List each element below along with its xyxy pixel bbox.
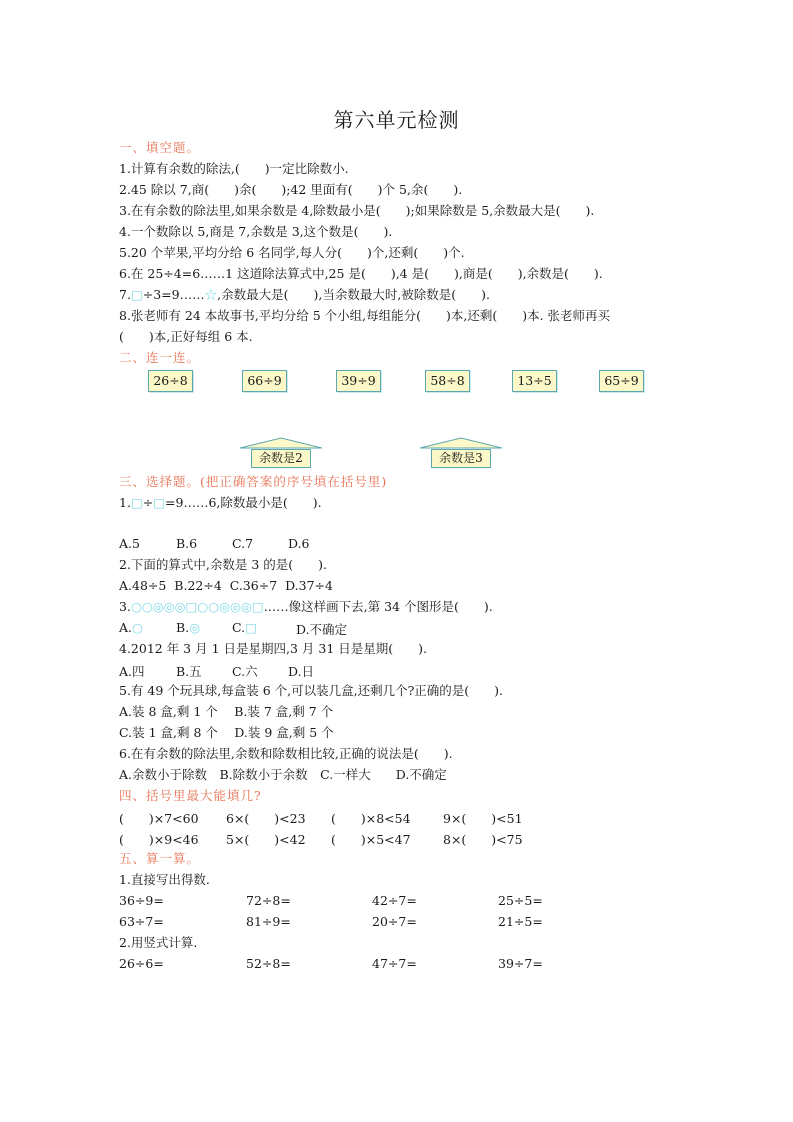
part-1-label: 1.直接写出得数. (119, 872, 210, 887)
part-2-label: 2.用竖式计算. (119, 935, 198, 950)
section-heading-max-fill: 四、括号里最大能填几? (119, 788, 262, 803)
option-label: A. (119, 620, 133, 635)
option-c: C.7 (232, 536, 254, 551)
calc-item: 25÷5= (498, 893, 543, 908)
inequality: 9×( )<51 (443, 811, 523, 826)
expression-box[interactable]: 39÷9 (336, 370, 381, 392)
blank-box-icon: □ (130, 495, 143, 510)
expression-box[interactable]: 66÷9 (242, 370, 287, 392)
expression-box[interactable]: 26÷8 (148, 370, 193, 392)
inequality: ( )×7<60 (119, 811, 199, 826)
expression-box[interactable]: 58÷8 (425, 370, 470, 392)
question-3-5-options-1: A.装 8 盒,剩 1 个 B.装 7 盒,剩 7 个 (119, 704, 334, 719)
circle-icon: ○ (132, 620, 143, 635)
calc-item: 63÷7= (119, 914, 164, 929)
blank-box-icon: □ (130, 287, 143, 302)
option-b: B.6 (176, 536, 198, 551)
question-1-8: 8.张老师有 24 本故事书,平均分给 5 个小组,每组能分( )本,还剩( )本. 张老师再买 (119, 308, 611, 323)
option-d: D.不确定 (296, 622, 348, 637)
inequality: 5×( )<42 (226, 832, 306, 847)
question-1-5: 5.20 个苹果,平均分给 6 名同学,每人分( )个,还剩( )个. (119, 245, 465, 260)
inequality: ( )×8<54 (331, 811, 411, 826)
calc-item: 72÷8= (246, 893, 291, 908)
target-label: 余数是3 (431, 449, 491, 468)
question-3-3 (119, 599, 493, 615)
roof-shape-icon (420, 437, 502, 449)
question-3-2: 2.下面的算式中,余数是 3 的是( ). (119, 557, 328, 572)
section-heading-fill-blank: 一、填空题。 (119, 140, 201, 155)
inequality: ( )×5<47 (331, 832, 411, 847)
calc-item: 36÷9= (119, 893, 164, 908)
question-number: 1. (119, 495, 131, 510)
square-icon: □ (245, 620, 257, 635)
option-a: A.5 (119, 536, 140, 551)
question-1-7 (119, 287, 490, 303)
option-d: D.日 (288, 664, 315, 679)
expression-box[interactable]: 13÷5 (512, 370, 557, 392)
question-text: ,余数最大是( ),当余数最大时,被除数是( ). (217, 287, 491, 302)
question-1-8-cont: ( )本,正好每组 6 本. (119, 329, 253, 344)
option-label: C. (232, 620, 246, 635)
option-label: B. (176, 620, 190, 635)
option-c (232, 620, 257, 635)
remainder-target-2[interactable] (240, 437, 322, 467)
inequality: 8×( )<75 (443, 832, 523, 847)
question-text: =9……6,除数最小是( ). (165, 495, 322, 510)
divide-sign: ÷ (142, 495, 154, 510)
calc-item: 47÷7= (372, 956, 417, 971)
target-label: 余数是2 (251, 449, 311, 468)
section-heading-choice: 三、选择题。(把正确答案的序号填在括号里) (119, 474, 388, 489)
calc-item: 21÷5= (498, 914, 543, 929)
question-3-2-options: A.48÷5 B.22÷4 C.36÷7 D.37÷4 (119, 578, 333, 593)
section-heading-calculate: 五、算一算。 (119, 851, 201, 866)
inequality: ( )×9<46 (119, 832, 199, 847)
inequality: 6×( )<23 (226, 811, 306, 826)
expression-box[interactable]: 65÷9 (599, 370, 644, 392)
calc-item: 81÷9= (246, 914, 291, 929)
question-1-4: 4.一个数除以 5,商是 7,余数是 3,这个数是( ). (119, 224, 393, 239)
question-text: ……像这样画下去,第 34 个图形是( ). (263, 599, 493, 614)
question-number: 7. (119, 287, 131, 302)
roof-shape-icon (240, 437, 322, 449)
blank-box-icon: □ (153, 495, 166, 510)
remainder-target-3[interactable] (420, 437, 502, 467)
calc-item: 26÷6= (119, 956, 164, 971)
option-a (119, 620, 143, 635)
question-number: 3. (119, 599, 131, 614)
option-c: C.六 (232, 664, 258, 679)
section-heading-connect: 二、连一连。 (119, 350, 201, 365)
question-3-5: 5.有 49 个玩具球,每盒装 6 个,可以装几盒,还剩几个?正确的是( ). (119, 683, 504, 698)
option-b: B.五 (176, 664, 202, 679)
question-1-3: 3.在有余数的除法里,如果余数是 4,除数最小是( );如果除数是 5,余数最大是( ). (119, 203, 595, 218)
question-3-6: 6.在有余数的除法里,余数和除数相比较,正确的说法是( ). (119, 746, 453, 761)
double-circle-icon: ◎ (189, 620, 201, 635)
question-3-1 (119, 495, 322, 511)
question-1-2: 2.45 除以 7,商( )余( );42 里面有( )个 5,余( ). (119, 182, 463, 197)
calc-item: 52÷8= (246, 956, 291, 971)
star-icon: ☆ (204, 287, 218, 302)
calc-item: 20÷7= (372, 914, 417, 929)
question-3-6-options: A.余数小于除数 B.除数小于余数 C.一样大 D.不确定 (119, 767, 447, 782)
option-a: A.四 (119, 664, 145, 679)
option-b (176, 620, 200, 635)
question-3-4: 4.2012 年 3 月 1 日是星期四,3 月 31 日是星期( ). (119, 641, 427, 656)
shape-sequence-icon: ○○◎◎◎□○○◎◎◎□ (130, 599, 264, 614)
equation-text: ÷3=9…… (142, 287, 205, 302)
question-3-5-options-2: C.装 1 盒,剩 8 个 D.装 9 盒,剩 5 个 (119, 725, 334, 740)
calc-item: 39÷7= (498, 956, 543, 971)
option-d: D.6 (288, 536, 310, 551)
page-title: 第六单元检测 (333, 108, 460, 132)
calc-item: 42÷7= (372, 893, 417, 908)
question-1-1: 1.计算有余数的除法,( )一定比除数小. (119, 161, 349, 176)
question-1-6: 6.在 25÷4=6……1 这道除法算式中,25 是( ),4 是( ),商是( ),余数是( ). (119, 266, 603, 281)
